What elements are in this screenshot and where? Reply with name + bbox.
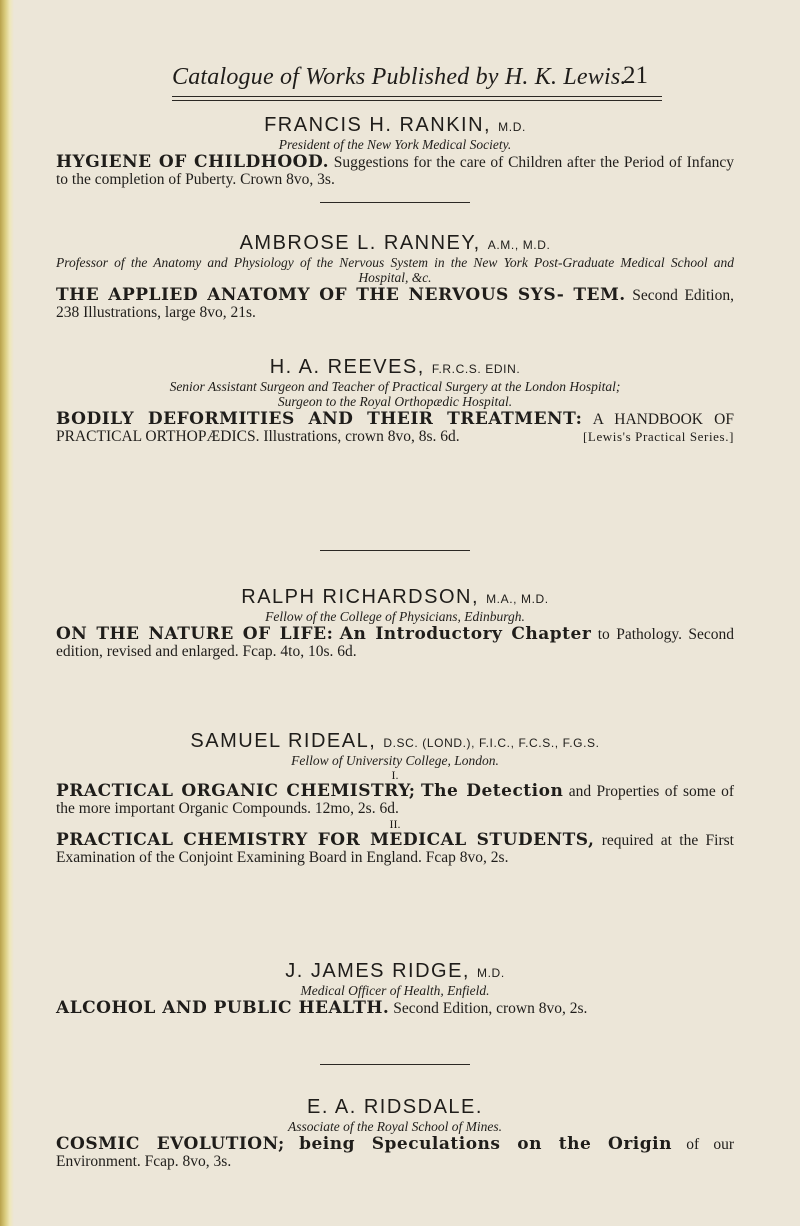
- book-title: PRACTICAL ORGANIC CHEMISTRY;: [56, 781, 416, 801]
- work-details: of our Environment. Fcap. 8vo, 3s.: [56, 1136, 735, 1170]
- author-heading: [56, 232, 734, 255]
- work-details: Second Edition, 238 Illustrations, large 8vo, 21s.: [56, 287, 734, 321]
- work-numeral: I.: [391, 768, 399, 782]
- author-heading: [56, 1096, 734, 1119]
- running-title: Catalogue of Works Published by H. K. Lewis.: [172, 64, 627, 90]
- section-divider: [320, 1064, 470, 1065]
- author-name: SAMUEL RIDEAL,: [190, 730, 377, 752]
- author-role: Associate of the Royal School of Mines.: [287, 1119, 503, 1134]
- author-role: Fellow of University College, London.: [291, 753, 499, 768]
- work-details: required at the First Examination of the Conjoint Examining Board in England. Fcap 8vo, 2s.: [56, 832, 734, 866]
- book-title: BODILY DEFORMITIES AND THEIR TREATMENT:: [56, 409, 583, 429]
- work-details: Second Edition, crown 8vo, 2s.: [393, 1000, 588, 1017]
- author-heading: [56, 730, 734, 753]
- author-name: E. A. RIDSDALE.: [307, 1096, 483, 1118]
- header-rule: [172, 100, 662, 101]
- author-heading: [56, 356, 734, 379]
- author-credentials: M.D.: [498, 120, 526, 134]
- catalogue-entry-ranney: [56, 232, 734, 321]
- catalogue-entry-reeves: [56, 356, 734, 445]
- author-role: Medical Officer of Health, Enfield.: [300, 983, 490, 998]
- work-details: to Pathology. Second edition, revised and enlarged. Fcap. 4to, 10s. 6d.: [56, 626, 735, 660]
- catalogue-entry-ridsdale: [56, 1096, 734, 1170]
- author-name: J. JAMES RIDGE,: [285, 960, 470, 982]
- author-credentials: M.A., M.D.: [486, 592, 549, 606]
- work-description: [56, 1136, 734, 1170]
- author-name: AMBROSE L. RANNEY,: [239, 232, 481, 254]
- work-description: [56, 832, 734, 866]
- series-label: [Lewis's Practical Series.]: [582, 429, 734, 444]
- author-credentials: D.SC. (LOND.), F.I.C., F.C.S., F.G.S.: [383, 736, 600, 750]
- work-details: Suggestions for the care of Children after the Period of Infancy to the completion of Puberty. Crown 8vo, 3s.: [56, 154, 735, 188]
- book-title: ALCOHOL AND PUBLIC HEALTH.: [56, 998, 390, 1018]
- work-description: [56, 626, 734, 660]
- section-divider: [320, 550, 470, 551]
- author-heading: [56, 114, 734, 137]
- work-description: [56, 411, 734, 445]
- book-subtitle: An Introductory Chapter: [339, 624, 592, 644]
- author-name: RALPH RICHARDSON,: [241, 586, 480, 608]
- author-credentials: F.R.C.S. EDIN.: [431, 362, 521, 376]
- author-heading: [56, 586, 734, 609]
- page-header: [172, 60, 662, 100]
- author-name: FRANCIS H. RANKIN,: [264, 114, 492, 136]
- author-heading: [56, 960, 734, 983]
- author-credentials: M.D.: [477, 966, 505, 980]
- work-numeral: II.: [389, 817, 401, 831]
- catalogue-entry-rideal: [56, 730, 734, 866]
- author-role: Senior Assistant Surgeon and Teacher of Practical Surgery at the London Hospital;: [169, 379, 621, 394]
- author-credentials: A.M., M.D.: [487, 238, 551, 252]
- book-binding-edge: [0, 0, 14, 1226]
- page-number: 21: [623, 62, 648, 89]
- author-role: Professor of the Anatomy and Physiology of the Nervous System in the New York Post-Graduate Medical School and Hospital, &c.: [56, 255, 734, 285]
- book-title: COSMIC EVOLUTION;: [56, 1134, 285, 1154]
- book-title: ON THE NATURE OF LIFE:: [56, 624, 334, 644]
- work-description: [56, 1000, 734, 1017]
- work-details: A HANDBOOK OF PRACTICAL ORTHOPÆDICS. Illustrations, crown 8vo, 8s. 6d.: [56, 411, 734, 445]
- book-subtitle: being Speculations on the Origin: [299, 1134, 672, 1154]
- catalogue-entry-richardson: [56, 586, 734, 660]
- header-rule: [172, 96, 662, 97]
- book-title: HYGIENE OF CHILDHOOD.: [56, 152, 330, 172]
- catalogue-entry-rankin: [56, 114, 734, 188]
- work-description: [56, 783, 734, 817]
- author-role: Surgeon to the Royal Orthopædic Hospital.: [277, 394, 513, 409]
- author-role: President of the New York Medical Society.: [278, 137, 512, 152]
- book-title: THE APPLIED ANATOMY OF THE NERVOUS SYS- TEM.: [56, 285, 626, 305]
- author-role: Fellow of the College of Physicians, Edinburgh.: [265, 609, 525, 624]
- catalogue-entry-ridge: [56, 960, 734, 1017]
- book-title: PRACTICAL CHEMISTRY FOR MEDICAL STUDENTS,: [56, 830, 595, 850]
- book-subtitle: The Detection: [420, 781, 564, 801]
- work-description: [56, 154, 734, 188]
- section-divider: [320, 202, 470, 203]
- work-details: and Properties of some of the more important Organic Compounds. 12mo, 2s. 6d.: [56, 783, 735, 817]
- author-name: H. A. REEVES,: [269, 356, 425, 378]
- work-description: [56, 287, 734, 321]
